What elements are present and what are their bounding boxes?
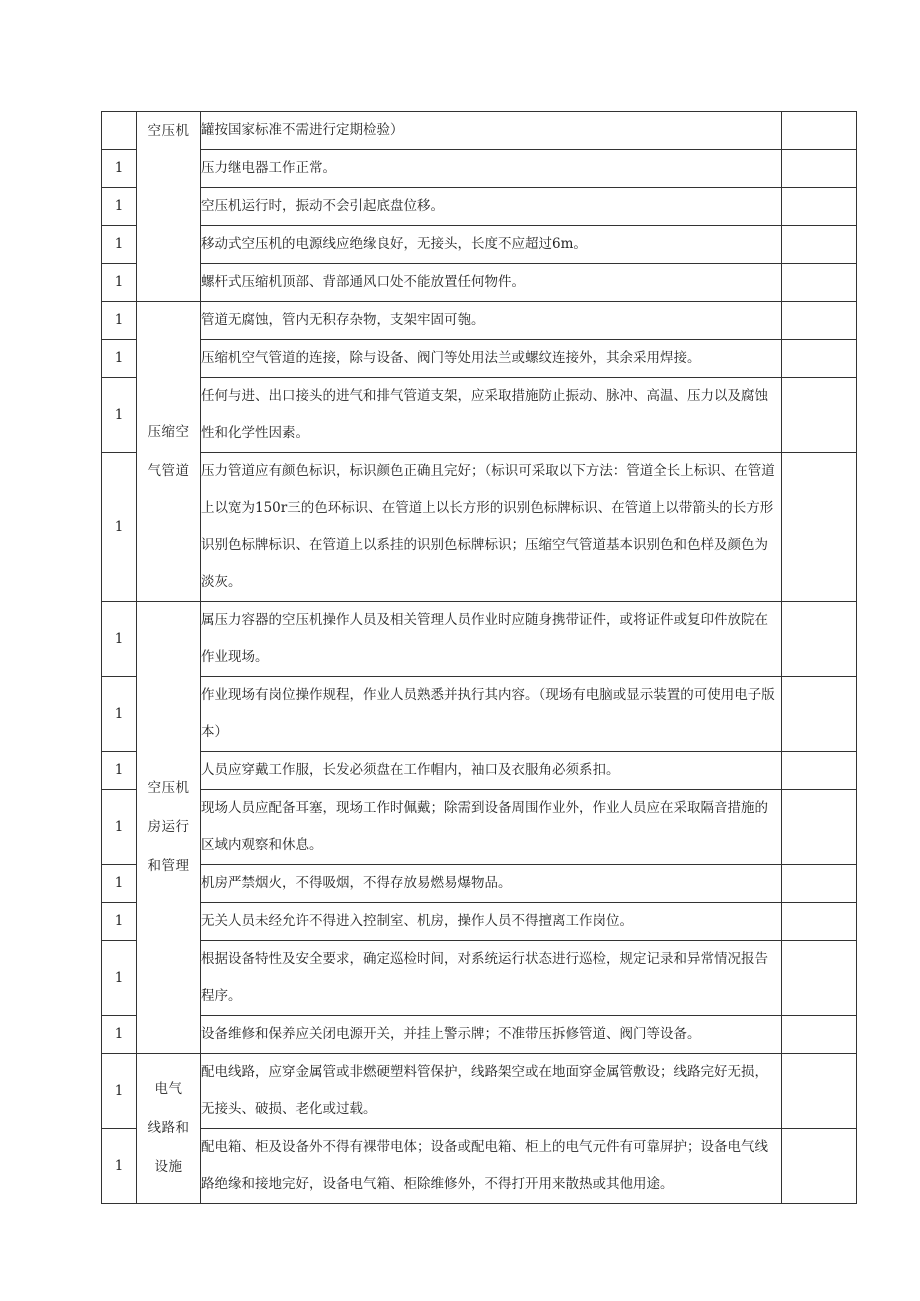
requirement-cell: 移动式空压机的电源线应绝缘良好，无接头，长度不应超过6m。 bbox=[201, 226, 782, 264]
result-cell bbox=[782, 1016, 857, 1054]
requirement-cell: 压力管道应有颜色标识，标识颜色正确且完好；（标识可采取以下方法：管道全长上标识、在管道上以宽为150r三的色环标识、在管道上以长方形的识别色标牌标识、在管道上以带箭头的长方形识别色标牌标识、在管道上以系挂的识别色标牌标识；压缩空气管道基本识别色和色样及颜色为淡灰。 bbox=[201, 453, 782, 602]
category-label: 压缩空 bbox=[147, 423, 190, 440]
score-cell: 1 bbox=[102, 903, 137, 941]
result-cell bbox=[782, 112, 857, 150]
category-pipeline bbox=[137, 302, 201, 602]
table-row bbox=[102, 1016, 857, 1054]
table-row bbox=[102, 378, 857, 453]
category-label: 房运行 bbox=[147, 819, 190, 835]
table-row bbox=[102, 1129, 857, 1204]
table-row bbox=[102, 226, 857, 264]
requirement-cell: 作业现场有岗位操作规程，作业人员熟悉并执行其内容。（现场有电脑或显示装置的可使用电子版本） bbox=[201, 677, 782, 752]
category-label: 设施 bbox=[154, 1159, 183, 1175]
table-row bbox=[102, 340, 857, 378]
score-cell: 1 bbox=[102, 378, 137, 453]
result-cell bbox=[782, 226, 857, 264]
table-row bbox=[102, 302, 857, 340]
table-row bbox=[102, 453, 857, 602]
category-room-management bbox=[137, 602, 201, 1054]
result-cell bbox=[782, 865, 857, 903]
score-cell: 1 bbox=[102, 790, 137, 865]
result-cell bbox=[782, 340, 857, 378]
table-row bbox=[102, 112, 857, 150]
score-cell: 1 bbox=[102, 453, 137, 602]
table-row bbox=[102, 150, 857, 188]
table-row bbox=[102, 602, 857, 677]
category-label: 线路和 bbox=[147, 1120, 190, 1136]
table-row bbox=[102, 188, 857, 226]
category-label: 空压机 bbox=[147, 123, 190, 139]
score-cell: 1 bbox=[102, 1016, 137, 1054]
requirement-cell: 机房严禁烟火，不得吸烟，不得存放易燃易爆物品。 bbox=[201, 865, 782, 903]
requirement-cell: 现场人员应配备耳塞，现场工作时佩戴；除需到设备周围作业外，作业人员应在采取隔音措施的区域内观察和休息。 bbox=[201, 790, 782, 865]
score-cell: 1 bbox=[102, 602, 137, 677]
result-cell bbox=[782, 302, 857, 340]
requirement-cell: 任何与进、出口接头的进气和排气管道支架，应采取措施防止振动、脉冲、高温、压力以及腐蚀性和化学性因素。 bbox=[201, 378, 782, 453]
requirement-cell: 无关人员未经允许不得进入控制室、机房，操作人员不得擅离工作岗位。 bbox=[201, 903, 782, 941]
table-row bbox=[102, 941, 857, 1016]
result-cell bbox=[782, 453, 857, 602]
score-cell: 1 bbox=[102, 865, 137, 903]
table-row bbox=[102, 790, 857, 865]
result-cell bbox=[782, 1129, 857, 1204]
score-cell: 1 bbox=[102, 1054, 137, 1129]
requirement-cell: 管道无腐蚀，管内无积存杂物，支架牢固可匏。 bbox=[201, 302, 782, 340]
requirement-cell: 压力继电器工作正常。 bbox=[201, 150, 782, 188]
score-cell: 1 bbox=[102, 226, 137, 264]
score-cell: 1 bbox=[102, 752, 137, 790]
table-row bbox=[102, 903, 857, 941]
result-cell bbox=[782, 790, 857, 865]
result-cell bbox=[782, 752, 857, 790]
result-cell bbox=[782, 150, 857, 188]
category-label: 空压机 bbox=[147, 780, 190, 796]
requirement-cell: 设备维修和保养应关闭电源开关，并挂上警示牌；不准带压拆修管道、阀门等设备。 bbox=[201, 1016, 782, 1054]
requirement-cell: 根据设备特性及安全要求，确定巡检时间，对系统运行状态进行巡检，规定记录和异常情况报告程序。 bbox=[201, 941, 782, 1016]
table-row bbox=[102, 865, 857, 903]
result-cell bbox=[782, 677, 857, 752]
result-cell bbox=[782, 188, 857, 226]
score-cell: 1 bbox=[102, 264, 137, 302]
requirement-cell: 罐按国家标准不需进行定期检验） bbox=[201, 112, 782, 150]
category-label: 气管道 bbox=[147, 462, 190, 479]
category-label: 和管理 bbox=[147, 858, 190, 874]
score-cell: 1 bbox=[102, 302, 137, 340]
category-electrical bbox=[137, 1054, 201, 1204]
score-cell: 1 bbox=[102, 941, 137, 1016]
table-row bbox=[102, 264, 857, 302]
result-cell bbox=[782, 1054, 857, 1129]
score-cell: 1 bbox=[102, 677, 137, 752]
category-compressor bbox=[137, 112, 201, 302]
score-cell: 1 bbox=[102, 188, 137, 226]
result-cell bbox=[782, 903, 857, 941]
result-cell bbox=[782, 602, 857, 677]
table-row bbox=[102, 1054, 857, 1129]
requirement-cell: 配电箱、柜及设备外不得有裸带电体；设备或配电箱、柜上的电气元件有可靠屏护；设备电气线路绝缘和接地完好，设备电气箱、柜除维修外，不得打开用来散热或其他用途。 bbox=[201, 1129, 782, 1204]
score-cell bbox=[102, 112, 137, 150]
result-cell bbox=[782, 941, 857, 1016]
score-cell: 1 bbox=[102, 150, 137, 188]
requirement-cell: 属压力容器的空压机操作人员及相关管理人员作业时应随身携带证件，或将证件或复印件放院在作业现场。 bbox=[201, 602, 782, 677]
score-cell: 1 bbox=[102, 1129, 137, 1204]
result-cell bbox=[782, 264, 857, 302]
result-cell bbox=[782, 378, 857, 453]
table-row bbox=[102, 677, 857, 752]
category-label: 电气 bbox=[154, 1081, 183, 1097]
requirement-cell: 压缩机空气管道的连接，除与设备、阀门等处用法兰或螺纹连接外，其余采用焊接。 bbox=[201, 340, 782, 378]
requirement-cell: 空压机运行时，振动不会引起底盘位移。 bbox=[201, 188, 782, 226]
score-cell: 1 bbox=[102, 340, 137, 378]
requirement-cell: 配电线路，应穿金属管或非燃硬塑料管保护，线路架空或在地面穿金属管敷设；线路完好无损，无接头、破损、老化或过载。 bbox=[201, 1054, 782, 1129]
table-row bbox=[102, 752, 857, 790]
inspection-checklist-table bbox=[101, 111, 857, 1204]
requirement-cell: 人员应穿戴工作服，长发必须盘在工作帽内，袖口及衣服角必须系扣。 bbox=[201, 752, 782, 790]
requirement-cell: 螺杆式压缩机顶部、背部通风口处不能放置任何物件。 bbox=[201, 264, 782, 302]
